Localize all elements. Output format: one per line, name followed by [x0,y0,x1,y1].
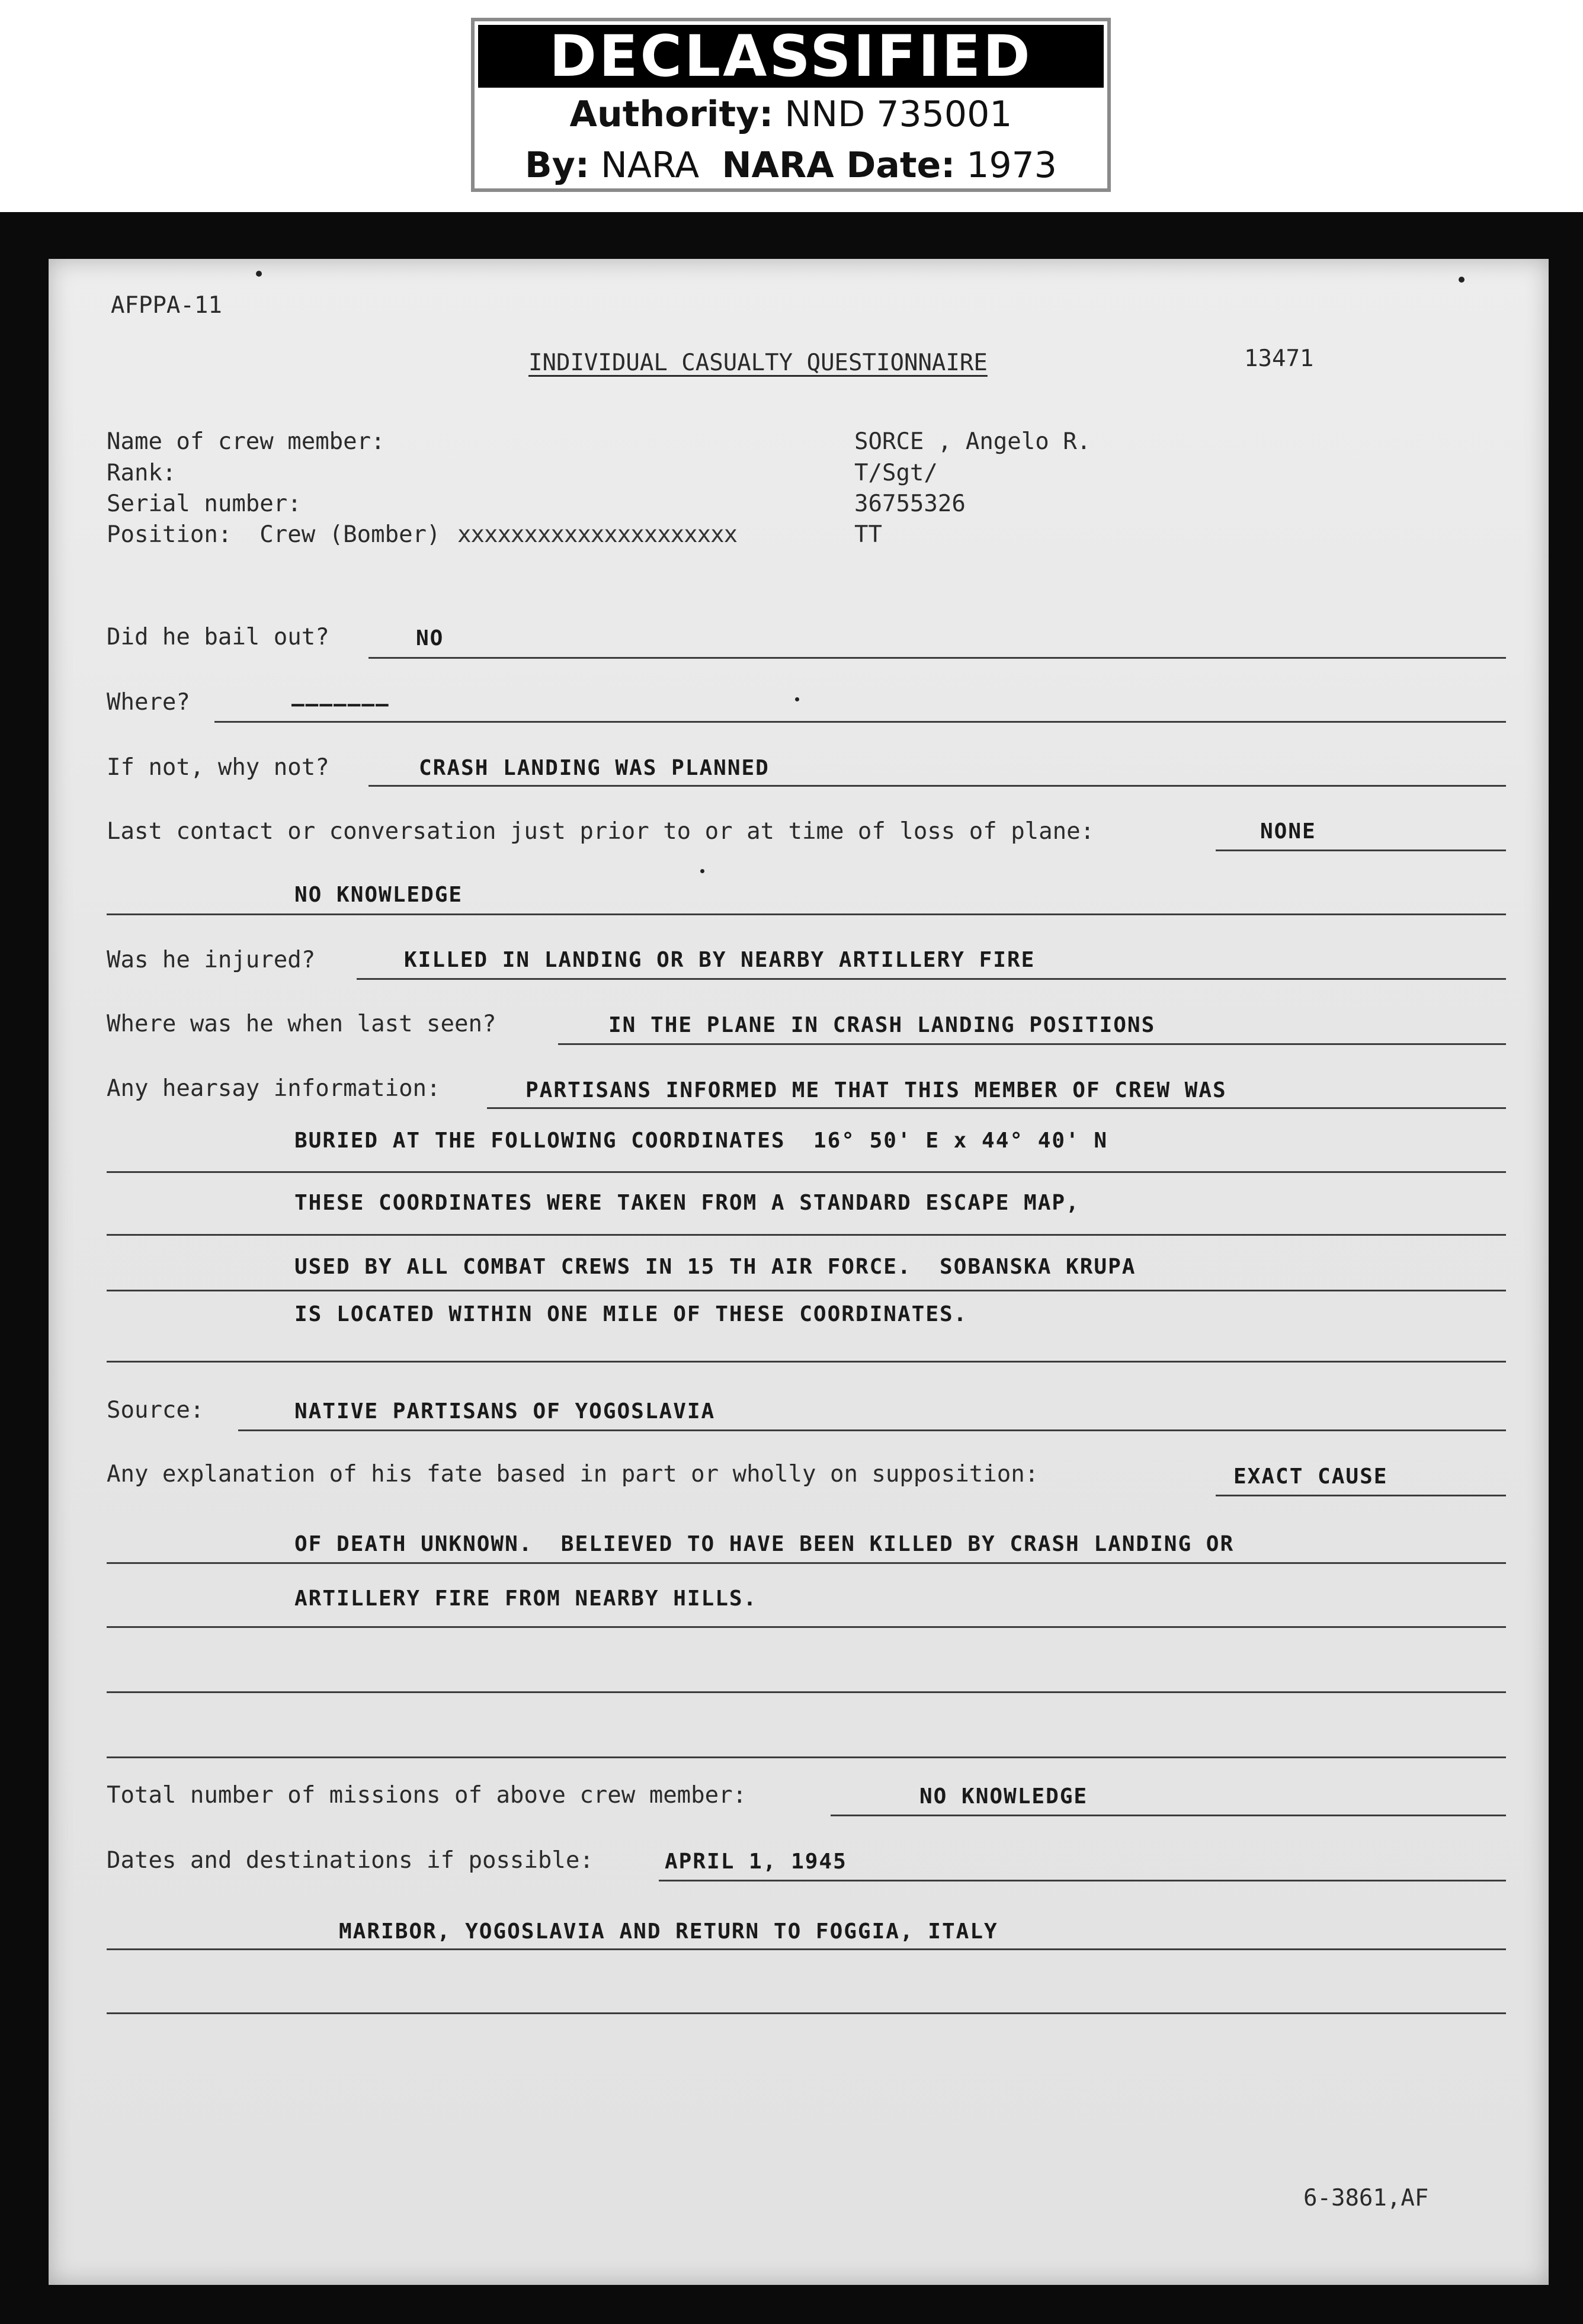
answer-line [107,1948,1506,1950]
injured-value: KILLED IN LANDING OR BY NEARBY ARTILLERY FIRE [404,948,1036,972]
answer-line [107,1361,1506,1363]
crew-name-label: Name of crew member: [107,428,385,455]
stamp-by-label: By: [525,145,589,186]
answer-line [107,2012,1506,2014]
where-value: ——————— [291,692,390,716]
form-number: 13471 [1244,345,1314,372]
declassified-stamp [471,18,1111,192]
bail-value: NO [416,626,444,650]
destination-value: MARIBOR, YOGOSLAVIA AND RETURN TO FOGGIA, ITALY [339,1919,998,1944]
answer-line [357,978,1506,980]
scan-speck [256,271,262,277]
last-seen-value: IN THE PLANE IN CRASH LANDING POSITIONS [608,1013,1156,1037]
hearsay-line: PARTISANS INFORMED ME THAT THIS MEMBER OF CREW WAS [525,1078,1227,1102]
scan-speck [1459,277,1465,283]
document-page [49,259,1549,2285]
hearsay-line: USED BY ALL COMBAT CREWS IN 15 TH AIR FORCE. SOBANSKA KRUPA [294,1255,1136,1279]
missions-value: NO KNOWLEDGE [919,1784,1088,1809]
explanation-line: EXACT CAUSE [1233,1464,1388,1489]
answer-line [238,1429,1506,1431]
hearsay-line: THESE COORDINATES WERE TAKEN FROM A STANDARD ESCAPE MAP, [294,1191,1080,1215]
crew-name-value: SORCE , Angelo R. [854,428,1091,455]
explanation-line: OF DEATH UNKNOWN. BELIEVED TO HAVE BEEN KILLED BY CRASH LANDING OR [294,1532,1235,1556]
where-label: Where? [107,689,190,716]
stamp-date-label: NARA Date: [722,145,956,186]
last-contact-value: NONE [1260,819,1316,844]
hearsay-line: BURIED AT THE FOLLOWING COORDINATES 16° 50' E x 44° 40' N [294,1129,1108,1153]
form-title: INDIVIDUAL CASUALTY QUESTIONNAIRE [528,350,988,376]
missions-label: Total number of missions of above crew member: [107,1782,747,1809]
stamp-title: DECLASSIFIED [478,25,1104,88]
answer-line [487,1107,1506,1109]
position-struck-text: xxxxxxxxxxxxxxxxxxxxx [457,521,738,548]
bail-label: Did he bail out? [107,624,329,650]
hearsay-label: Any hearsay information: [107,1075,441,1102]
dates-label: Dates and destinations if possible: [107,1847,594,1874]
answer-line [107,913,1506,915]
answer-line [107,1234,1506,1236]
answer-line [368,657,1506,659]
hearsay-line: IS LOCATED WITHIN ONE MILE OF THESE COORDINATES. [294,1302,968,1326]
scan-speck [795,697,799,701]
source-value: NATIVE PARTISANS OF YOGOSLAVIA [294,1399,716,1424]
last-seen-label: Where was he when last seen? [107,1011,496,1037]
stamp-date-value: 1973 [966,145,1057,186]
last-contact-value-continued: NO KNOWLEDGE [294,883,463,907]
answer-line [1216,1495,1506,1496]
answer-line [107,1290,1506,1291]
answer-line [107,1562,1506,1564]
answer-line [107,1691,1506,1693]
scan-speck [700,869,704,873]
rank-value: T/Sgt/ [854,460,938,486]
dates-value: APRIL 1, 1945 [665,1849,847,1874]
answer-line [214,721,1506,723]
explanation-label: Any explanation of his fate based in part or wholly on supposition: [107,1461,1039,1488]
serial-label: Serial number: [107,491,302,517]
position-value: TT [854,521,882,548]
stamp-authority-value: NND 735001 [784,94,1012,135]
injured-label: Was he injured? [107,947,316,973]
form-id: AFPPA-11 [111,292,222,319]
stamp-by-date [475,145,1107,186]
answer-line [107,1626,1506,1628]
answer-line [107,1756,1506,1758]
answer-line [659,1880,1506,1881]
stamp-authority [475,94,1107,135]
stamp-by-value: NARA [600,145,700,186]
source-label: Source: [107,1397,204,1424]
last-contact-label: Last contact or conversation just prior to or at time of loss of plane: [107,818,1095,845]
explanation-line: ARTILLERY FIRE FROM NEARBY HILLS. [294,1586,758,1611]
why-not-value: CRASH LANDING WAS PLANNED [419,756,770,780]
form-footer-code: 6-3861,AF [1303,2185,1429,2211]
answer-line [1216,850,1506,851]
why-not-label: If not, why not? [107,754,329,781]
answer-line [368,785,1506,787]
answer-line [831,1815,1506,1816]
answer-line [107,1171,1506,1173]
answer-line [558,1043,1506,1045]
rank-label: Rank: [107,460,177,486]
stamp-authority-label: Authority: [569,94,774,135]
serial-value: 36755326 [854,491,966,517]
position-label: Position: Crew (Bomber) [107,521,441,548]
